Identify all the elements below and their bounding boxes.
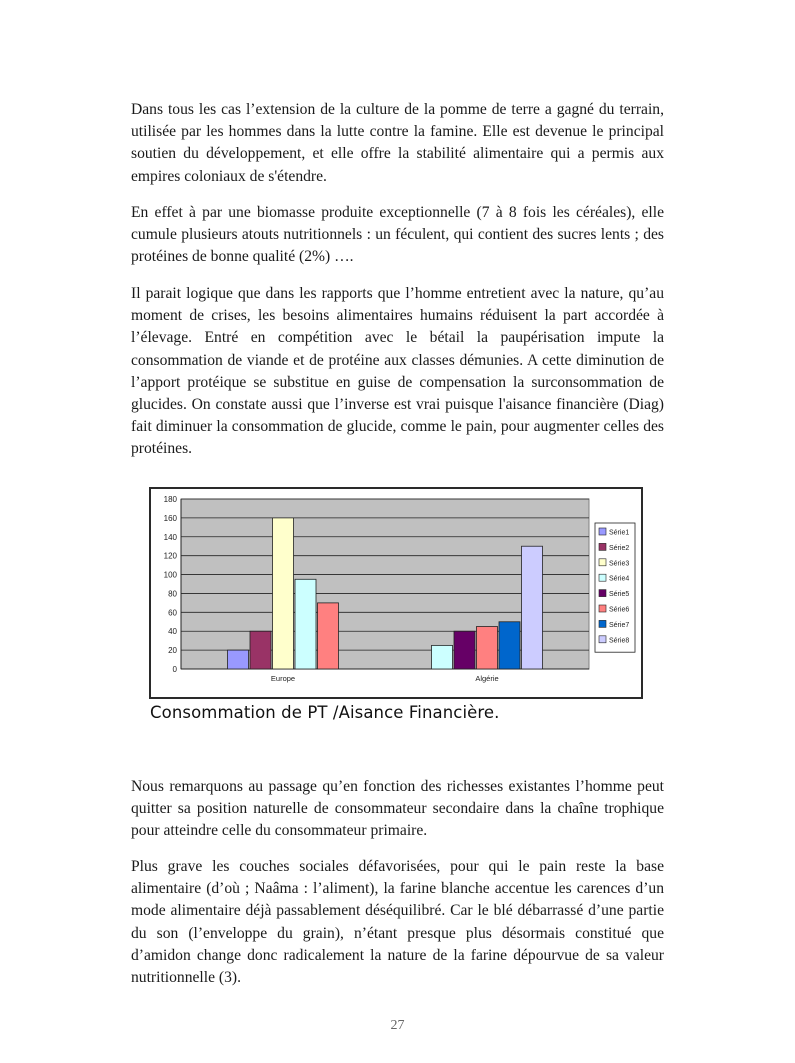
legend-swatch [599,636,606,643]
bar-série3-0 [273,518,294,669]
y-tick-label: 20 [168,646,177,656]
x-category-label: Europe [270,674,296,683]
bar-série7-1 [499,622,520,669]
paragraph-2: En effet à par une biomasse produite exceptionnelle (7 à 8 fois les céréales), elle cumule plusieurs atouts nutritionnels : un féculent, qui contient des sucres lents ; des protéines de bonne qualité (2%) …. [131,204,664,266]
legend-label: Série1 [609,529,630,537]
paragraph-5: Plus grave les couches sociales défavorisées, pour qui le pain reste la base alimentaire (d’où ; Naâma : l’aliment), la farine blanche accentue les carences d’un mode alimentaire déjà passablement déséquilibré. Car le blé débarrassé d’une partie du son (l’enveloppe du grain), n’étant presque plus désormais constitué que d’amidon change donc radicalement la nature de la farine dépourvue de sa valeur nutritionnelle (3). [131,858,664,987]
y-tick-label: 80 [168,589,177,599]
legend-swatch [599,590,606,597]
paragraph-3: Il parait logique que dans les rapports que l’homme entretient avec la nature, qu’au moment de crises, les besoins alimentaires humains réduisent la part accordée à l’élevage. Entré en compétition avec le bétail la paupérisation impute la consommation de viande et de protéine aux classes démunies. A cette diminution de l’apport protéique se substitue en guise de compensation la surconsommation de glucides. On constate aussi que l’inverse est vrai puisque l'aisance financière (Diag) fait diminuer la consommation de glucide, comme le pain, pour augmenter celles des protéines. [131,285,664,458]
bar-série4-1 [432,645,453,669]
bar-série4-0 [295,579,316,669]
legend-swatch [599,574,606,581]
bar-série5-1 [454,631,475,669]
bar-série8-1 [522,546,543,669]
legend-label: Série6 [609,606,630,614]
page-number: 27 [390,1018,405,1033]
chart-canvas [151,489,641,697]
paragraph-4: Nous remarquons au passage qu’en fonction des richesses existantes l’homme peut quitter sa position naturelle de consommateur secondaire dans la chaîne trophique pour atteindre celle du consommateur primaire. [131,778,664,840]
bar-série6-1 [477,627,498,670]
legend-label: Série8 [609,637,630,645]
y-tick-label: 160 [163,513,177,523]
y-tick-label: 180 [163,495,177,504]
y-tick-label: 140 [163,532,177,542]
x-category-label: Algérie [475,674,499,683]
legend-label: Série5 [609,591,630,599]
legend-swatch [599,605,606,612]
bar-chart [149,487,643,699]
figure-caption: Consommation de PT /Aisance Financière. [150,703,500,722]
legend-swatch [599,620,606,627]
y-tick-label: 60 [168,608,177,618]
legend-swatch [599,528,606,535]
legend-swatch [599,559,606,566]
y-tick-label: 120 [163,551,177,561]
bar-série6-0 [318,603,339,669]
y-tick-label: 0 [172,665,177,674]
legend-label: Série3 [609,560,630,568]
legend-label: Série2 [609,544,630,552]
legend-box [595,523,635,652]
paragraph-1: Dans tous les cas l’extension de la culture de la pomme de terre a gagné du terrain, utilisée par les hommes dans la lutte contre la famine. Elle est devenue le principal soutien du développement, et elle offre la stabilité alimentaire qui a permis aux empires coloniaux de s'étendre. [131,101,664,185]
legend-label: Série7 [609,621,630,629]
y-tick-label: 40 [168,627,177,637]
bar-série1-0 [228,650,249,669]
legend-label: Série4 [609,575,630,583]
legend-swatch [599,543,606,550]
y-tick-label: 100 [163,570,177,580]
bar-série2-0 [250,631,271,669]
